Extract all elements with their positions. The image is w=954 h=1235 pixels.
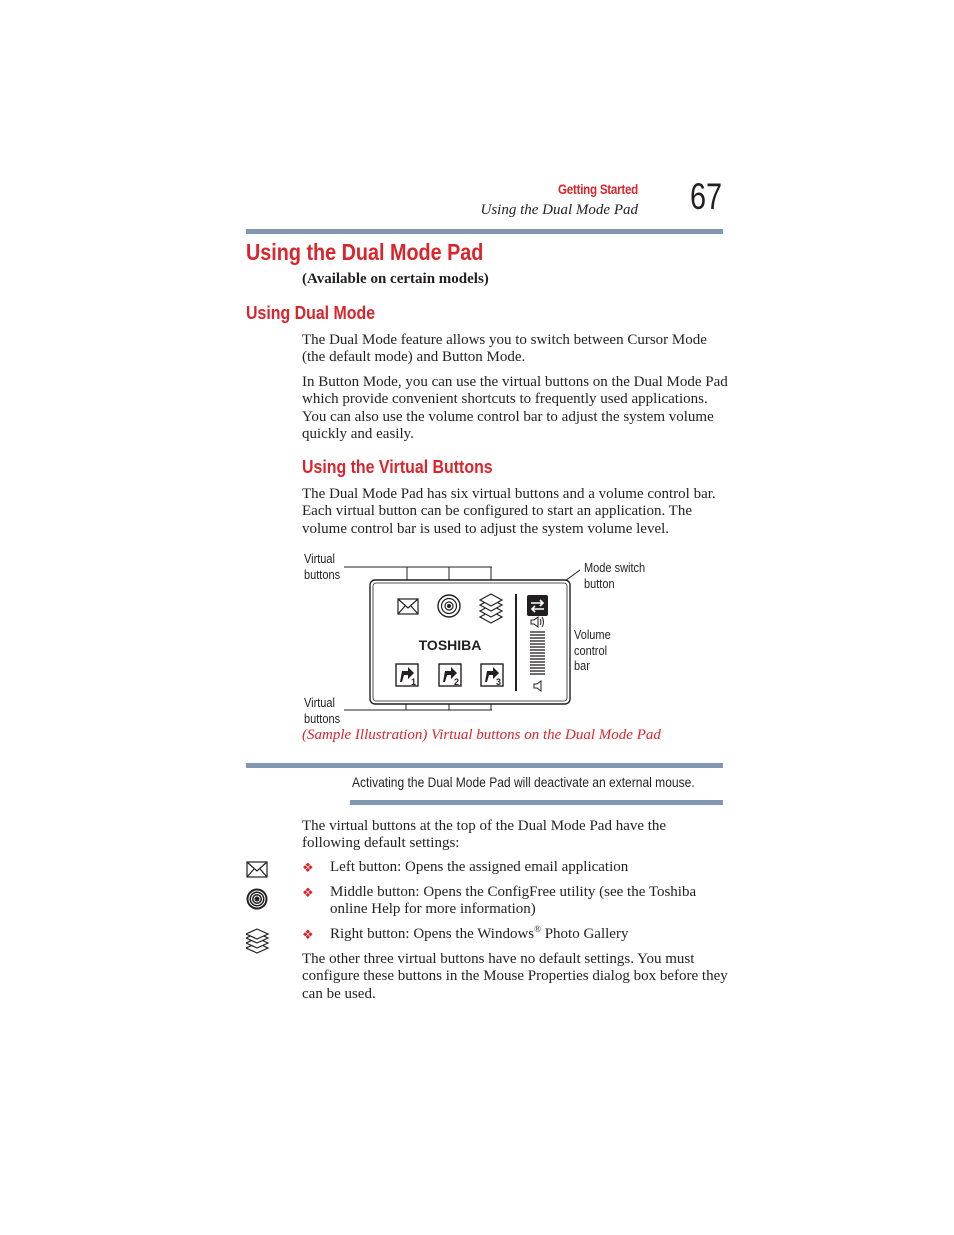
running-header-subsection: Using the Dual Mode Pad	[480, 202, 638, 218]
svg-text:1: 1	[411, 677, 417, 687]
bullet-marker-3: ❖	[302, 927, 314, 942]
running-header-section: Getting Started	[558, 182, 638, 197]
bullet-left-button: Left button: Opens the assigned email application	[330, 859, 629, 875]
pad-configfree-icon	[438, 595, 460, 617]
note-rule-bottom	[350, 800, 723, 805]
page-number: 67	[690, 176, 723, 217]
figure-caption: (Sample Illustration) Virtual buttons on the Dual Mode Pad	[302, 727, 661, 743]
photo-gallery-icon	[246, 928, 270, 954]
pad-shortcut-button-2	[439, 664, 461, 687]
paragraph-button-mode: In Button Mode, you can use the virtual buttons on the Dual Mode Pad which provide convenient shortcuts to frequently used applications. You can also use the volume control bar to adjust the system volume quickly and easily.	[302, 374, 728, 442]
label-volume-control-bar: Volume control bar	[574, 628, 611, 673]
bullet-middle-button: Middle button: Opens the ConfigFree utility (see the Toshiba online Help for more information)	[330, 884, 697, 918]
paragraph-virtual-buttons: The Dual Mode Pad has six virtual buttons and a volume control bar. Each virtual button can be configured to start an application. The volume control bar is used to adjust the system volume level.	[302, 486, 716, 537]
bullet-marker-2: ❖	[302, 885, 314, 900]
note-text: Activating the Dual Mode Pad will deactivate an external mouse.	[352, 774, 695, 790]
pad-shortcut-button-3	[481, 664, 503, 687]
heading-using-virtual-buttons: Using the Virtual Buttons	[302, 456, 493, 477]
header-rule	[246, 229, 723, 234]
note-rule-top	[246, 763, 723, 768]
pad-brand-logo: TOSHIBA	[418, 637, 482, 653]
svg-text:3: 3	[496, 677, 502, 687]
bullet-marker-1: ❖	[302, 860, 314, 875]
envelope-icon	[246, 860, 270, 880]
label-virtual-buttons-bottom: Virtual buttons	[304, 696, 341, 726]
paragraph-defaults-intro: The virtual buttons at the top of the Dual Mode Pad have the following default settings:	[302, 818, 667, 852]
pad-volume-bar	[530, 632, 545, 674]
page-title: Using the Dual Mode Pad	[246, 239, 484, 265]
heading-using-dual-mode: Using Dual Mode	[246, 302, 376, 323]
svg-text:2: 2	[454, 677, 460, 687]
configfree-icon	[246, 887, 270, 911]
pad-mode-switch-button	[527, 595, 548, 616]
pad-shortcut-button-1	[396, 664, 418, 687]
paragraph-other-buttons: The other three virtual buttons have no default settings. You must configure these buttons in the Mouse Properties dialog box before they can be used.	[302, 951, 728, 1002]
bullet-right-button: Right button: Opens the Windows® Photo Gallery	[330, 924, 629, 942]
dual-mode-pad-illustration	[340, 560, 580, 720]
label-mode-switch-button: Mode switch button	[584, 561, 646, 591]
paragraph-dual-mode-intro: The Dual Mode feature allows you to switch between Cursor Mode (the default mode) and Button Mode.	[302, 332, 707, 366]
availability-note: (Available on certain models)	[302, 271, 489, 287]
label-virtual-buttons-top: Virtual buttons	[304, 552, 341, 582]
